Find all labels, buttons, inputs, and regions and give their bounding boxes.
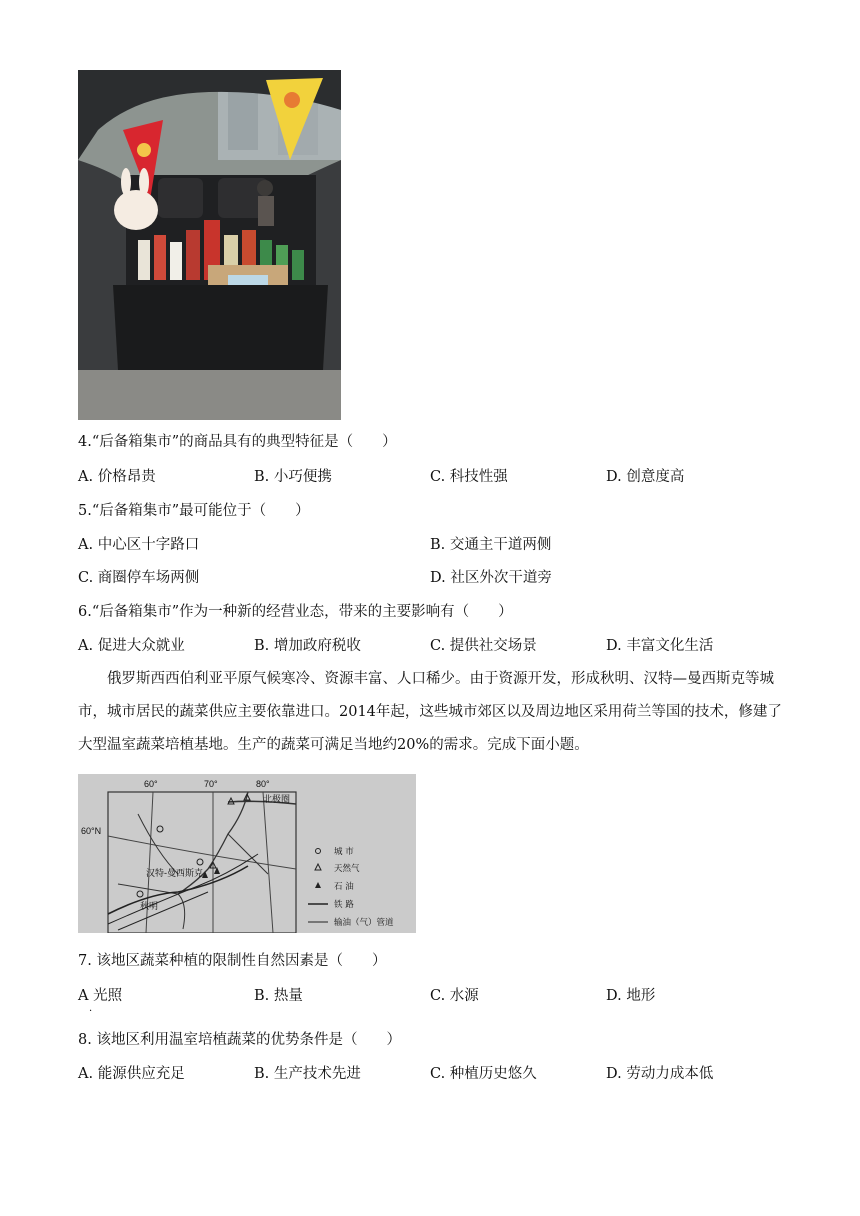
q7-option-d[interactable]: D. 地形 — [606, 988, 656, 1004]
q5-option-b[interactable]: B. 交通主干道两侧 — [430, 537, 552, 553]
q6-option-a[interactable]: A. 促进大众就业 — [78, 638, 185, 654]
lon-label-70: 70° — [204, 779, 218, 789]
question-8-stem: 8. 该地区利用温室培植蔬菜的优势条件是（ ） — [78, 1032, 401, 1048]
legend-railway: 铁 路 — [334, 900, 354, 910]
car-trunk-market-photo — [78, 70, 341, 420]
car-trunk-illustration — [78, 70, 341, 420]
question-4-stem: 4.“后备箱集市”的商品具有的典型特征是（ ） — [78, 434, 397, 450]
legend-city: 城 市 — [334, 847, 354, 857]
q7-option-c[interactable]: C. 水源 — [430, 988, 479, 1004]
q6-option-d[interactable]: D. 丰富文化生活 — [606, 638, 714, 654]
q8-option-b[interactable]: B. 生产技术先进 — [254, 1066, 361, 1082]
reading-passage: 俄罗斯西西伯利亚平原气候寒冷、资源丰富、人口稀少。由于资源开发，形成秋明、汉特—曼西斯克等城市，城市居民的蔬菜供应主要依靠进口。2014年起，这些城市郊区以及周边地区采用荷兰等国的技术，修建了大型温室蔬菜培植基地。生产的蔬菜可满足当地约20%的需求。完成下面小题。 — [78, 671, 782, 753]
question-6-stem: 6.“后备箱集市”作为一种新的经营业态，带来的主要影响有（ ） — [78, 604, 513, 620]
question-5-stem: 5.“后备箱集市”最可能位于（ ） — [78, 503, 310, 519]
lon-label-80: 80° — [256, 779, 270, 789]
q4-option-a[interactable]: A. 价格昂贵 — [78, 469, 156, 485]
question-7-stem: 7. 该地区蔬菜种植的限制性自然因素是（ ） — [78, 953, 387, 969]
city-label-tyumen: 秋明 — [140, 902, 159, 912]
q8-option-d[interactable]: D. 劳动力成本低 — [606, 1066, 714, 1082]
q7-option-a[interactable]: A 光照 — [78, 988, 123, 1004]
lon-label-60: 60° — [144, 779, 158, 789]
stray-dot-mark: · — [89, 1006, 93, 1017]
q4-option-c[interactable]: C. 科技性强 — [430, 469, 508, 485]
legend-gas: 天然气 — [334, 864, 360, 874]
q8-option-c[interactable]: C. 种植历史悠久 — [430, 1066, 537, 1082]
west-siberia-map — [78, 774, 416, 933]
map-lines — [78, 774, 416, 933]
q6-option-c[interactable]: C. 提供社交场景 — [430, 638, 537, 654]
q4-option-d[interactable]: D. 创意度高 — [606, 469, 685, 485]
q5-option-c[interactable]: C. 商圈停车场两侧 — [78, 570, 200, 586]
q5-option-a[interactable]: A. 中心区十字路口 — [78, 537, 200, 553]
legend-pipeline: 输油（气）管道 — [334, 918, 394, 928]
q7-option-b[interactable]: B. 热量 — [254, 988, 303, 1004]
q6-option-b[interactable]: B. 增加政府税收 — [254, 638, 361, 654]
arctic-circle-label: 北极圈 — [263, 795, 291, 805]
legend-oil: 石 油 — [334, 882, 354, 892]
lat-label-60n: 60°N — [81, 826, 102, 836]
q5-option-d[interactable]: D. 社区外次干道旁 — [430, 570, 552, 586]
city-label-khanty: 汉特-曼西斯克 — [146, 869, 204, 879]
q8-option-a[interactable]: A. 能源供应充足 — [78, 1066, 185, 1082]
q4-option-b[interactable]: B. 小巧便携 — [254, 469, 332, 485]
